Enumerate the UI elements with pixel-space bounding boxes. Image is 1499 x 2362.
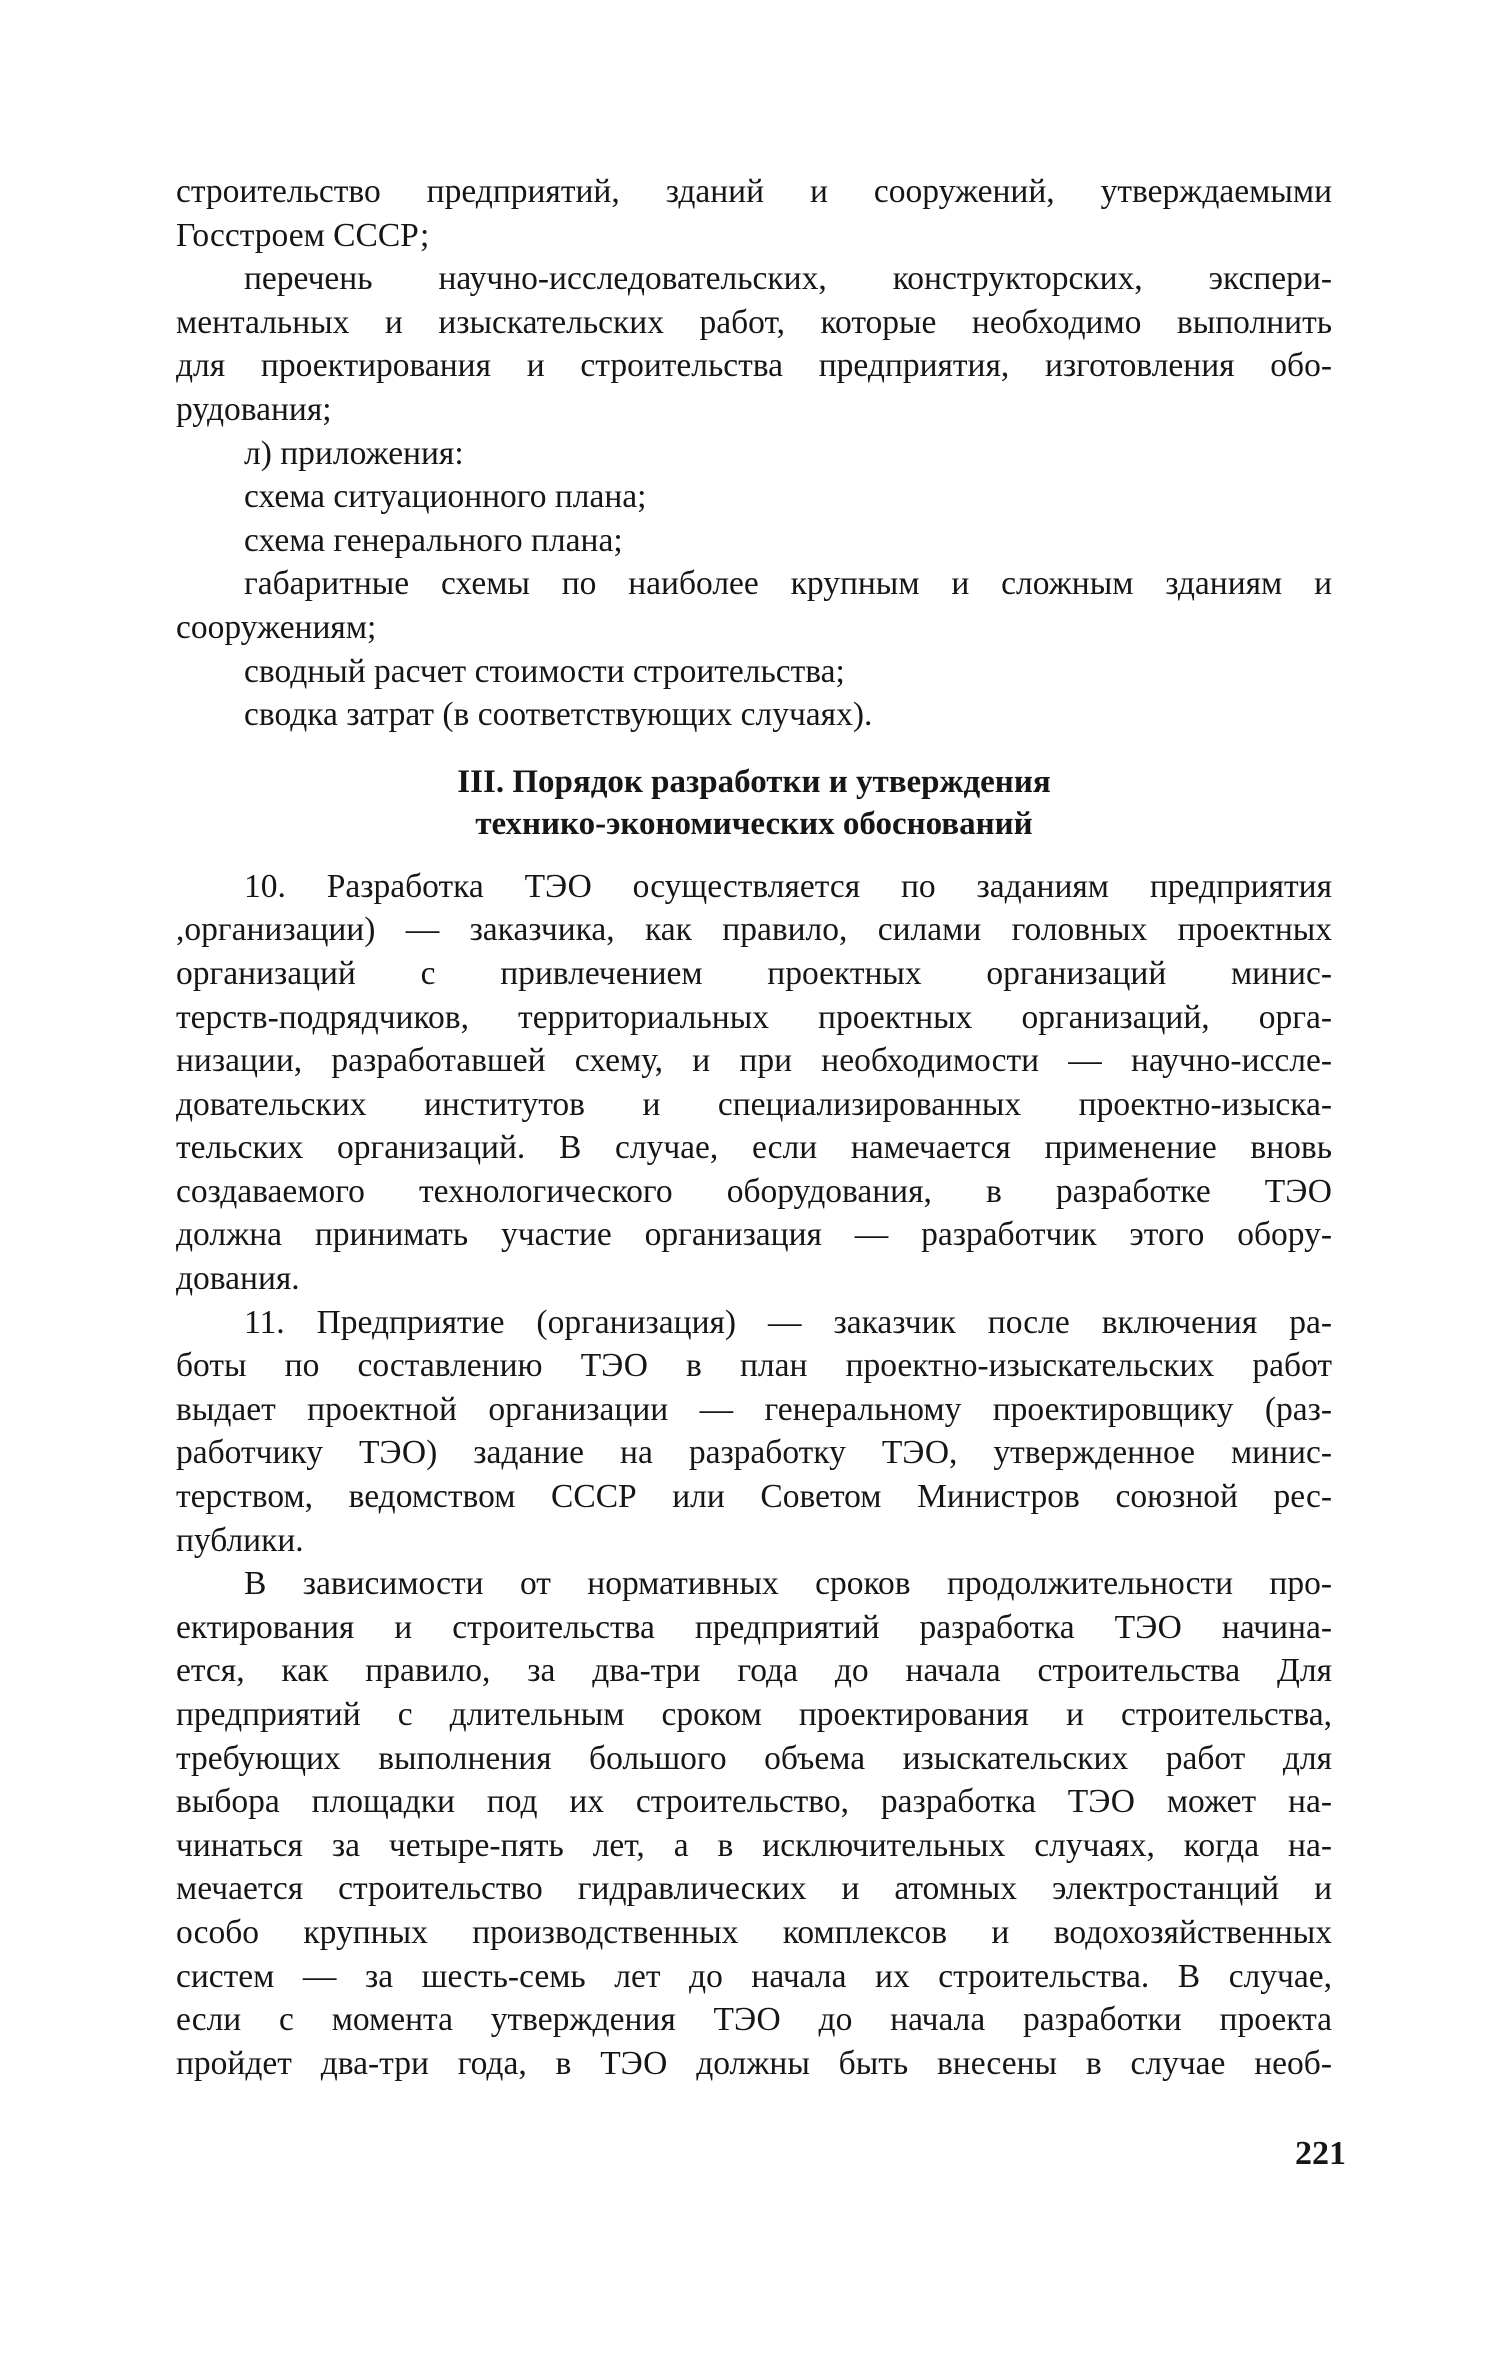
text-line: мечается строительство гидравлических и атомных электростанций и xyxy=(176,1870,1332,1908)
text-line: сводка затрат (в соответствующих случаях). xyxy=(244,696,873,734)
text-line: особо крупных производственных комплексов и водохозяйственных xyxy=(176,1913,1332,1951)
text-line: дования. xyxy=(176,1260,300,1298)
text-line: боты по составлению ТЭО в план проектно-изыскательских работ xyxy=(176,1347,1332,1385)
text-block-after-heading xyxy=(176,865,1332,2086)
text-line: терств-подрядчиков, территориальных проектных организаций, орга- xyxy=(176,998,1332,1036)
text-line: ектирования и строительства предприятий разработка ТЭО начина- xyxy=(176,1608,1332,1646)
text-line: для проектирования и строительства предприятия, изготовления обо- xyxy=(176,347,1332,385)
text-line: ,организации) — заказчика, как правило, силами головных проектных xyxy=(176,911,1332,949)
section-heading xyxy=(176,761,1332,845)
text-line: рудования; xyxy=(176,390,332,428)
text-line: габаритные схемы по наиболее крупным и сложным зданиям и xyxy=(244,565,1332,603)
text-line: требующих выполнения большого объема изыскательских работ для xyxy=(176,1739,1332,1777)
text-line: схема генерального плана; xyxy=(244,521,623,559)
text-line: чинаться за четыре-пять лет, а в исключительных случаях, когда на- xyxy=(176,1826,1332,1864)
text-line: перечень научно-исследовательских, конструкторских, экспери- xyxy=(244,260,1332,298)
text-line: довательских институтов и специализированных проектно-изыска- xyxy=(176,1085,1332,1123)
page-number: 221 xyxy=(1295,2135,1346,2172)
text-line: пройдет два-три года, в ТЭО должны быть внесены в случае необ- xyxy=(176,2044,1332,2082)
text-line: создаваемого технологического оборудования, в разработке ТЭО xyxy=(176,1172,1332,1210)
text-line: выбора площадки под их строительство, разработка ТЭО может на- xyxy=(176,1783,1332,1821)
document-page xyxy=(176,170,1332,2085)
text-line: строительство предприятий, зданий и сооружений, утверждаемыми xyxy=(176,173,1332,210)
text-line: сводный расчет стоимости строительства; xyxy=(244,652,845,690)
text-line: сооружениям; xyxy=(176,608,377,646)
text-line: должна принимать участие организация — разработчик этого обору- xyxy=(176,1216,1332,1254)
text-line: низации, разработавшей схему, и при необходимости — научно-иссле- xyxy=(176,1042,1332,1080)
text-line: выдает проектной организации — генеральному проектировщику (раз- xyxy=(176,1390,1332,1428)
text-line: публики. xyxy=(176,1521,304,1559)
text-line: 10. Разработка ТЭО осуществляется по заданиям предприятия xyxy=(244,867,1332,905)
text-block-before-heading xyxy=(176,170,1332,737)
text-line: л) приложения: xyxy=(244,434,464,472)
text-line: систем — за шесть-семь лет до начала их строительства. В случае, xyxy=(176,1957,1332,1995)
section-heading-line-2: технико-экономических обоснований xyxy=(475,805,1033,842)
text-line: тельских организаций. В случае, если намечается применение вновь xyxy=(176,1129,1332,1167)
text-line: схема ситуационного плана; xyxy=(244,478,647,516)
text-line: предприятий с длительным сроком проектирования и строительства, xyxy=(176,1696,1332,1733)
section-heading-line-1: III. Порядок разработки и утверждения xyxy=(457,763,1051,800)
text-line: если с момента утверждения ТЭО до начала разработки проекта xyxy=(176,2001,1332,2039)
text-line: организаций с привлечением проектных организаций минис- xyxy=(176,954,1332,992)
text-line: Госстроем СССР; xyxy=(176,216,430,254)
text-line: работчику ТЭО) задание на разработку ТЭО, утвержденное минис- xyxy=(176,1434,1332,1472)
text-line: ется, как правило, за два-три года до начала строительства Для xyxy=(176,1652,1332,1690)
text-line: терством, ведомством СССР или Советом Министров союзной рес- xyxy=(176,1478,1332,1516)
text-line: 11. Предприятие (организация) — заказчик после включения ра- xyxy=(244,1303,1332,1341)
text-line: ментальных и изыскательских работ, которые необходимо выполнить xyxy=(176,303,1332,341)
text-line: В зависимости от нормативных сроков продолжительности про- xyxy=(244,1565,1332,1603)
